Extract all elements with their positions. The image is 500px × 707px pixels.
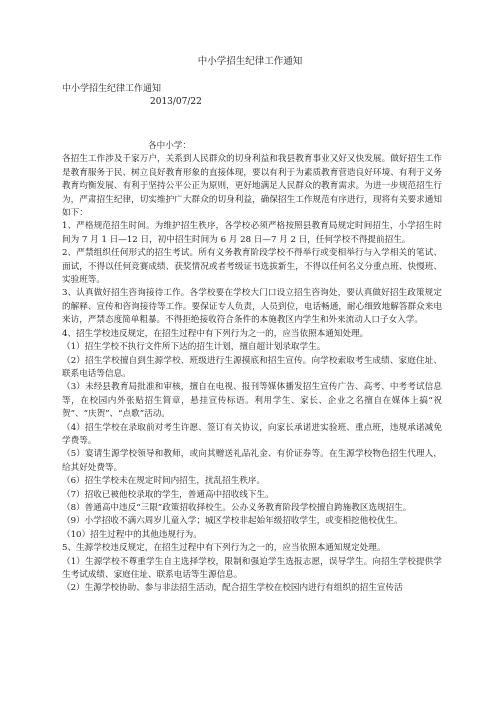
document-body (62, 140, 442, 596)
paragraph-item-4-9: （9）小学招收不满六周岁儿童入学；城区学校非起始年级招收学生，或变相挖他校优生。 (62, 516, 403, 527)
paragraph-item-5-2: （2）生源学校协助、参与非法招生活动，配合招生学校在校园内进行有组织的招生宣传活 (62, 583, 403, 594)
paragraph-item-4-6: （6）招生学校未在规定时间内招生，扰乱招生秩序。 (62, 476, 266, 487)
paragraph-item-2: 2、严禁组织任何形式的招生考试。所有义务教育阶段学校不得举行或变相举行与入学相关的笔试、面试，不得以任何竞赛成绩、获奖情况或者考级证书选拔新生，不得以任何名义分重点班、快慢班、实验班等。 (62, 248, 442, 286)
paragraph-item-5-1: （1）生源学校不尊重学生自主选择学校，限制和强迫学生选报志愿，误导学生。向招生学校提供学生考试成绩、家庭住址、联系电话等生源信息。 (62, 556, 442, 580)
paragraph-item-4-4: （4）招生学校在录取前对考生许愿、签订有关协议，向家长承诺进实验班、重点班，违规承诺减免学费等。 (62, 422, 442, 446)
paragraph-item-4-5: （5）宴请生源学校领导和教师，或向其赠送礼品礼金、有价证券等。在生源学校物色招生代理人，给其好处费等。 (62, 449, 442, 473)
paragraph-item-4-7: （7）招收已被他校录取的学生，普通高中招收线下生。 (62, 489, 274, 500)
salutation: 各中小学： (148, 141, 191, 151)
document-date: 2013/07/22 (150, 97, 202, 107)
document-subheading: 中小学招生纪律工作通知 (62, 84, 162, 94)
paragraph-item-5: 5、生源学校违反规定，在招生过程中有下列行为之一的，应当依照本通知规定处理。 (62, 543, 386, 554)
paragraph-item-4-8: （8）普通高中违反“三限”政策招收择校生。公办义务教育阶段学校擅自跨施教区选规招生。 (62, 502, 412, 513)
paragraph-intro: 各招生工作涉及千家万户，关系到人民群众的切身利益和我县教育事业又好又快发展。做好招生工作是教育服务于民、树立良好教育形象的直接体现，要以有利于为素质教育营造良好环境、有利于义务教育均衡发展、有利于坚持公平公正为原则，更好地满足人民群众的教育需求。为进一步规范招生行为，严肃招生纪律，切实维护广大群众的切身利益，确保招生工作规范有序进行，现将有关要求通知如下： (62, 154, 442, 219)
paragraph-item-1: 1、严格规范招生时间。为维护招生秩序，各学校必须严格按照县教育局规定时间招生，小学招生时间为 7 月 1 日—12 日，初中招生时间为 6 月 28 日—7 月 2 日，任何学校不得提前招生。 (62, 221, 442, 245)
document-title: 中小学招生纪律工作通知 (197, 56, 303, 67)
paragraph-item-4-1: （1）招生学校不执行文件所下达的招生计划，擅自超计划录取学生。 (62, 342, 326, 353)
paragraph-item-4-2: （2）招生学校擅自到生源学校、班级进行生源摸底和招生宣传。向学校索取考生成绩、家庭住址、联系电话等信息。 (62, 355, 442, 379)
paragraph-item-4: 4、招生学校违反规定，在招生过程中有下列行为之一的，应当依照本通知处理。 (62, 328, 369, 339)
paragraph-item-4-3: （3）未经县教育局批准和审核，擅自在电视、报刊等媒体播发招生宣传广告、高考、中考考试信息等，在校园内外张贴招生简章，悬挂宣传标语。利用学生、家长、企业之名擅自在媒体上搞“祝贺”、“庆贺”、“点歌”活动。 (62, 382, 442, 420)
paragraph-item-3: 3、认真做好招生咨询接待工作。各学校要在学校大门口设立招生咨询处，要认真做好招生政策规定的解释、宣传和咨询接待等工作。要保证专人负责，人员到位，电话畅通，耐心细致地解答群众来电来访，严禁态度简单粗暴。不得拒绝接收符合条件的本施教区内学生和外来流动人口子女入学。 (62, 288, 442, 326)
paragraph-item-4-10: （10）招生过程中的其他违规行为。 (62, 529, 202, 540)
